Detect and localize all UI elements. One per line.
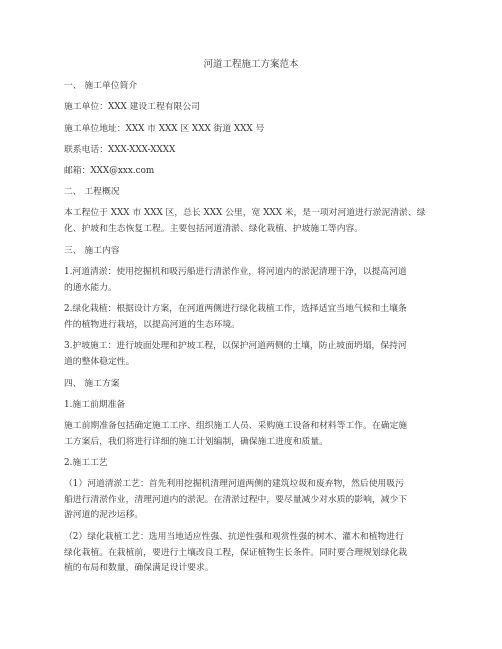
content-item-greening	[64, 302, 440, 333]
text-line: 船进行清淤作业，清理河道内的淤泥。在清淤过程中，要尽量减少对水质的影响，减少下	[64, 494, 408, 505]
subheading-preparation: 1.施工前期准备	[64, 400, 126, 410]
text-line: 化、护坡和生态恢复工程。主要包括河道清淤、绿化栽植、护坡施工等内容。	[64, 223, 364, 234]
text-line: 施工前期准备包括确定施工工序、组织施工人员、采购施工设备和材料等工作。在确定施	[64, 421, 408, 431]
subheading-process: 2.施工工艺	[64, 458, 108, 468]
text-line: 2.绿化栽植：根据设计方案，在河道两侧进行绿化栽植工作，选择适宜当地气候和土壤条	[64, 304, 407, 314]
text-line: 植的布局和数量，确保满足设计要求。	[64, 563, 214, 573]
overview-paragraph	[64, 206, 440, 237]
section-heading-unit-intro: 一、 施工单位简介	[64, 81, 138, 91]
text-line: 件的植物进行栽培，以提高河道的生态环境。	[64, 319, 240, 330]
greening-process-paragraph	[64, 530, 440, 577]
unit-address-line: 施工单位地址：XXX 市 XXX 区 XXX 街道 XXX 号	[64, 124, 265, 134]
text-line: 的通水能力。	[64, 282, 117, 293]
text-line: 本工程位于 XXX 市 XXX 区，总长 XXX 公里，宽 XXX 米，是一项对河道进行淤泥清淤、绿	[64, 208, 426, 218]
text-line: 1.河道清淤：使用挖掘机和吸污船进行清淤作业，将河道内的淤泥清理干净，以提高河道	[64, 267, 407, 277]
unit-name-line: 施工单位：XXX 建设工程有限公司	[64, 102, 200, 112]
text-line: （2）绿化栽植工艺：选用当地适应性强、抗逆性强和观赏性强的树木、灌木和植物进行	[64, 532, 404, 542]
section-heading-plan: 四、 施工方案	[64, 379, 120, 389]
text-line: 道的整体稳定性。	[64, 356, 135, 367]
text-line: （1）河道清淤工艺：首先利用挖掘机清理河道两侧的建筑垃圾和废弃物，然后使用吸污	[64, 479, 404, 489]
text-line: 工方案后，我们将进行详细的施工计划编制，确保施工进度和质量。	[64, 436, 328, 447]
document-title: 河道工程施工方案范本	[203, 59, 299, 70]
content-item-dredging	[64, 265, 440, 296]
content-item-slope-protection	[64, 339, 440, 370]
preparation-paragraph	[64, 419, 440, 450]
section-heading-content: 三、 施工内容	[64, 246, 120, 256]
email-line: 邮箱：XXX@xxx.com	[64, 166, 155, 176]
section-heading-overview: 二、 工程概况	[64, 187, 120, 197]
dredging-process-paragraph	[64, 477, 440, 524]
text-line: 绿化栽植。在栽植前，要进行土壤改良工程，保证植物生长条件。同时要合理规划绿化栽	[64, 547, 408, 558]
text-line: 游河道的泥沙运移。	[64, 510, 144, 520]
contact-phone-line: 联系电话：XXX-XXX-XXXX	[64, 145, 176, 155]
text-line: 3.护坡施工：进行坡面处理和护坡工程，以保护河道两侧的土壤，防止坡面坍塌，保持河	[64, 341, 407, 351]
